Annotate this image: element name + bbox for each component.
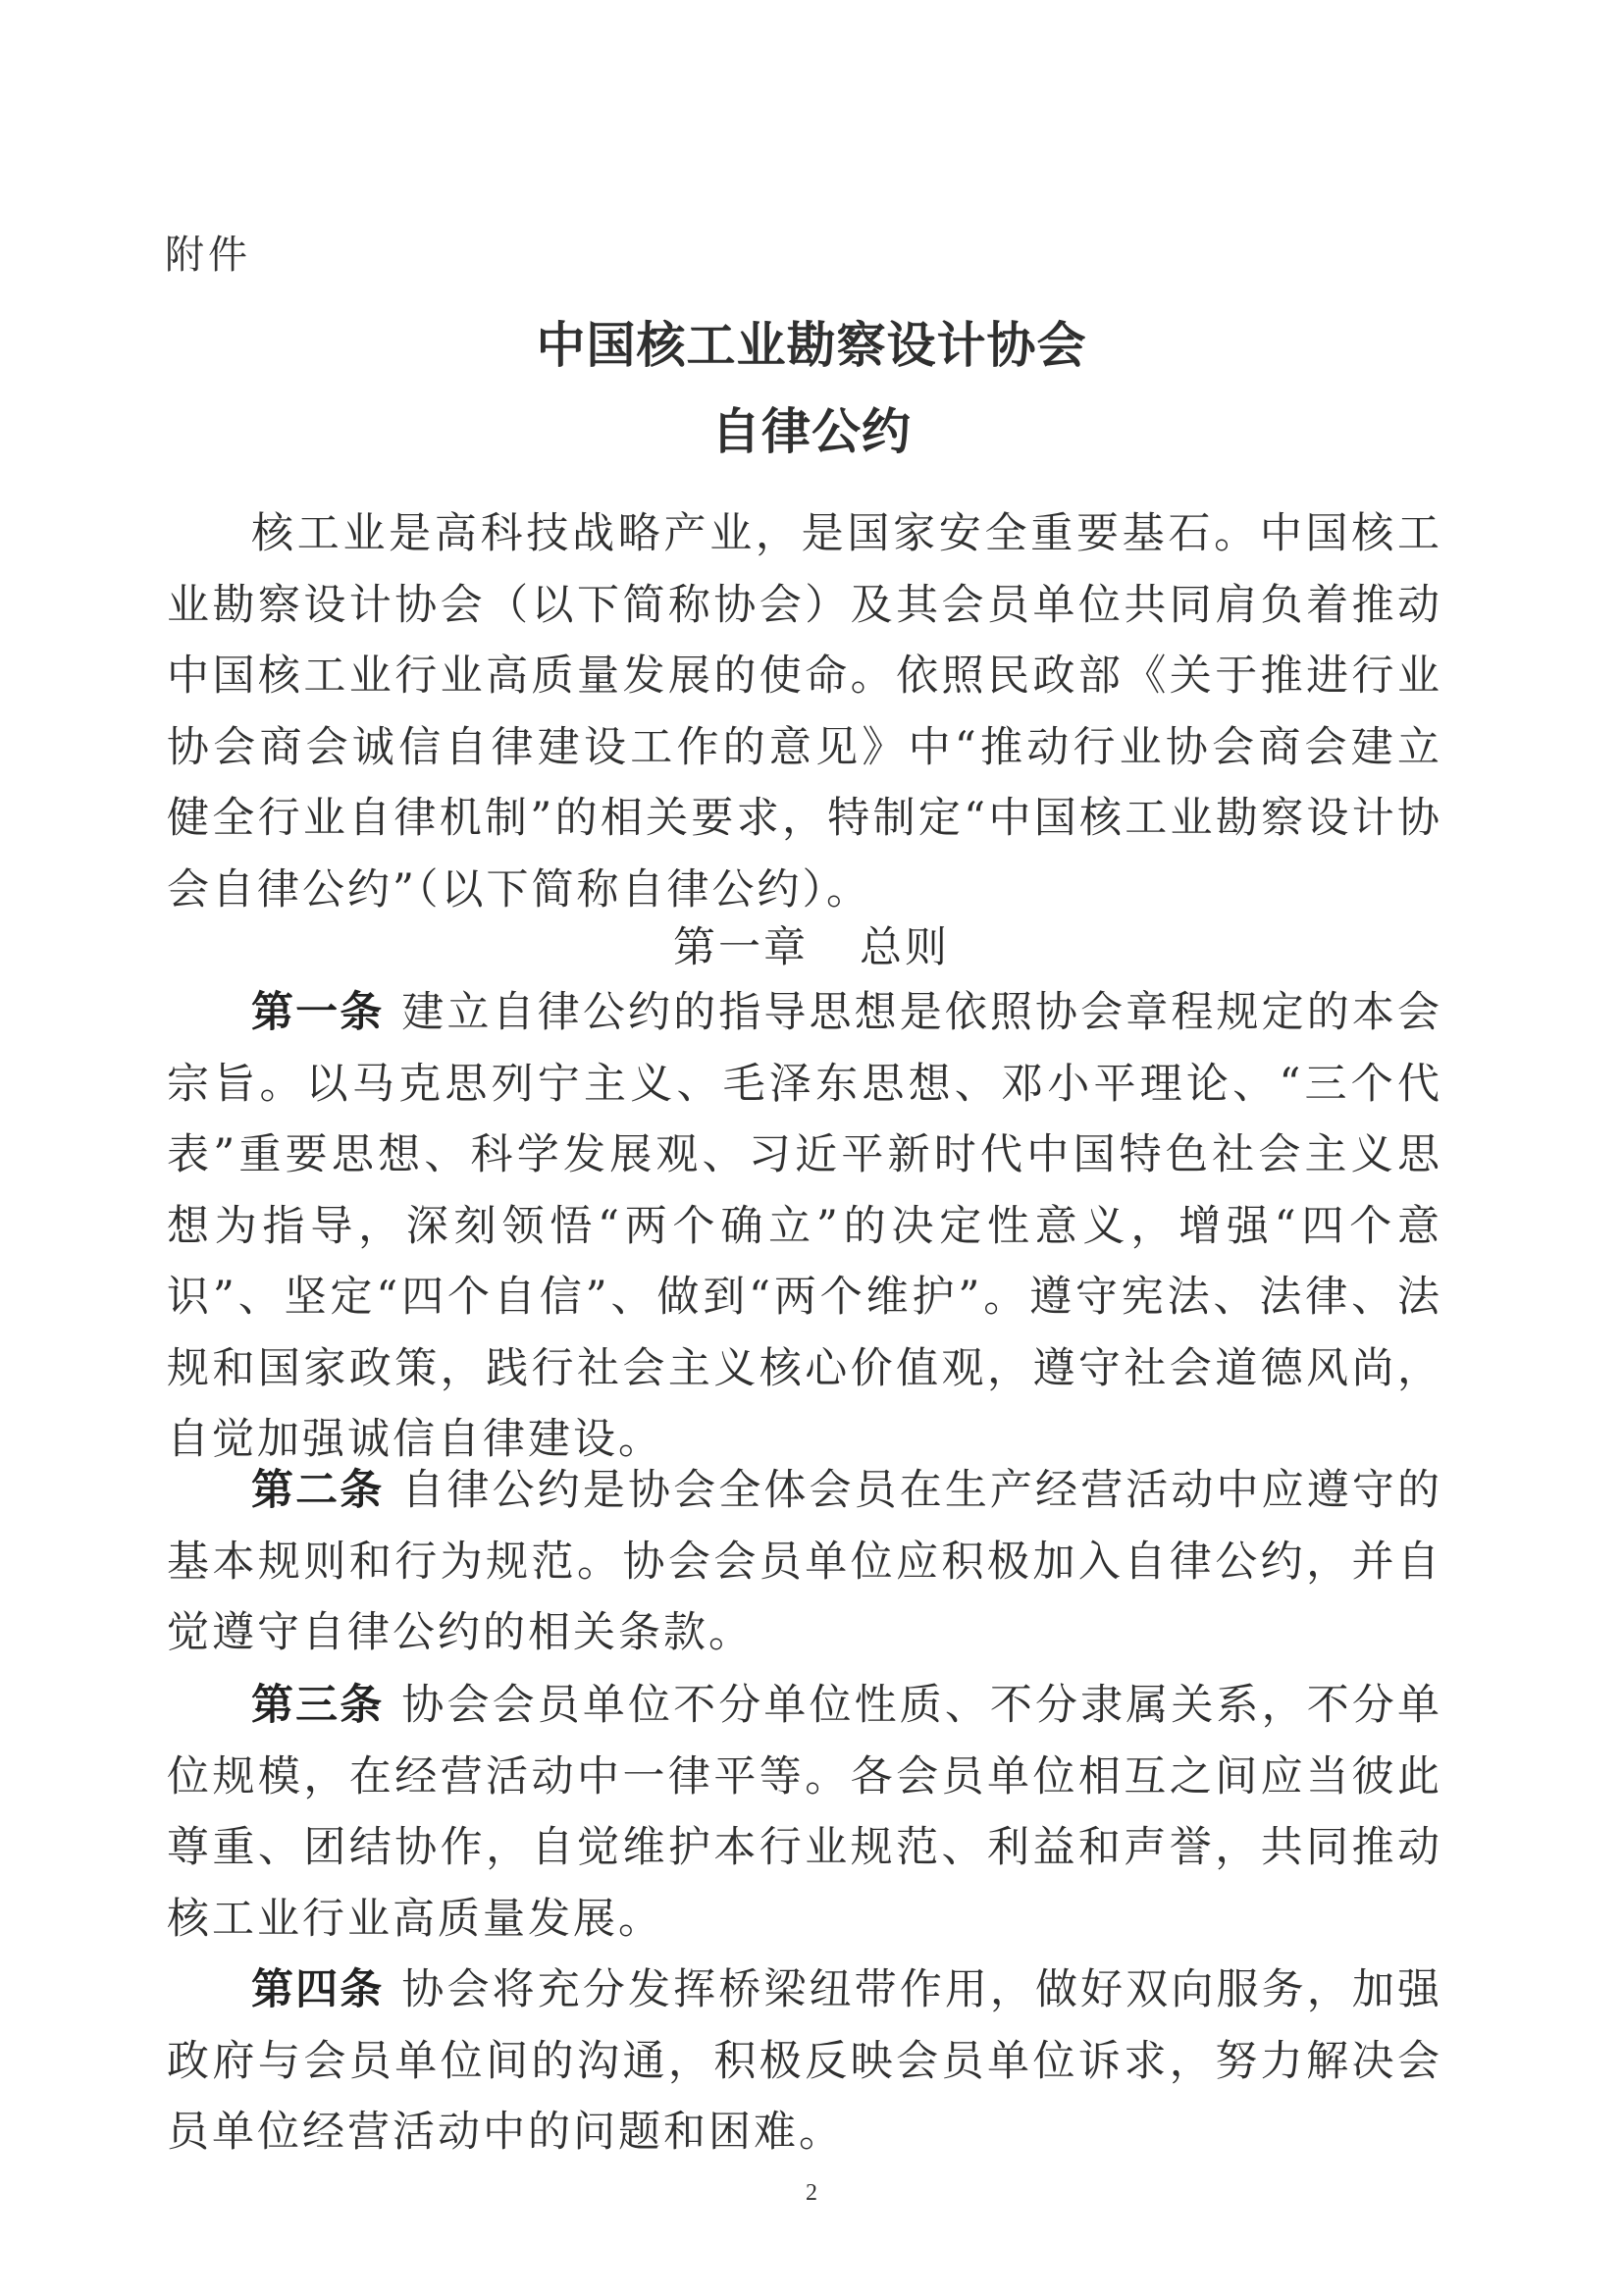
article-label: 第二条: [251, 1466, 385, 1515]
article-text: 自律公约是协会全体会员在生产经营活动中应遵守的基本规则和行为规范。协会会员单位应积极加入自律公约，并自觉遵守自律公约的相关条款。: [167, 1466, 1443, 1657]
article-1: [167, 977, 1442, 1476]
document-title-line1: 中国核工业勘察设计协会: [536, 316, 1087, 374]
chapter-number: 第一章: [673, 923, 809, 972]
article-label: 第三条: [251, 1681, 385, 1730]
attachment-label: 附件: [165, 233, 251, 278]
article-text: 协会将充分发挥桥梁纽带作用，做好双向服务，加强政府与会员单位间的沟通，积极反映会员单位诉求，努力解决会员单位经营活动中的问题和困难。: [167, 1965, 1443, 2157]
chapter-name: 总则: [860, 923, 950, 972]
intro-paragraph: 核工业是高科技战略产业，是国家安全重要基石。中国核工业勘察设计协会（以下简称协会）及其会员单位共同肩负着推动中国核工业行业高质量发展的使命。依照民政部《关于推进行业协会商会诚信自律建设工作的意见》中“推动行业协会商会建立健全行业自律机制”的相关要求，特制定“中国核工业勘察设计协会自律公约”（以下简称自律公约）。: [167, 509, 1442, 914]
article-label: 第四条: [251, 1965, 385, 2014]
article-label: 第一条: [251, 988, 385, 1037]
article-text: 建立自律公约的指导思想是依照协会章程规定的本会宗旨。以马克思列宁主义、毛泽东思想、邓小平理论、“三个代表”重要思想、科学发展观、习近平新时代中国特色社会主义思想为指导，深刻领悟“两个确立”的决定性意义，增强“四个意识”、坚定“四个自信”、做到“两个维护”。遵守宪法、法律、法规和国家政策，践行社会主义核心价值观，遵守社会道德风尚，自觉加强诚信自律建设。: [167, 988, 1443, 1464]
article-text: 协会会员单位不分单位性质、不分隶属关系，不分单位规模，在经营活动中一律平等。各会员单位相互之间应当彼此尊重、团结协作，自觉维护本行业规范、利益和声誉，共同推动核工业行业高质量发展。: [167, 1681, 1443, 1944]
article-2: [167, 1455, 1442, 1669]
document-title-line2: 自律公约: [711, 402, 912, 460]
chapter-heading: [0, 914, 1623, 974]
article-4: [167, 1955, 1442, 2168]
page-number: 2: [806, 2180, 817, 2206]
article-3: [167, 1670, 1442, 1955]
